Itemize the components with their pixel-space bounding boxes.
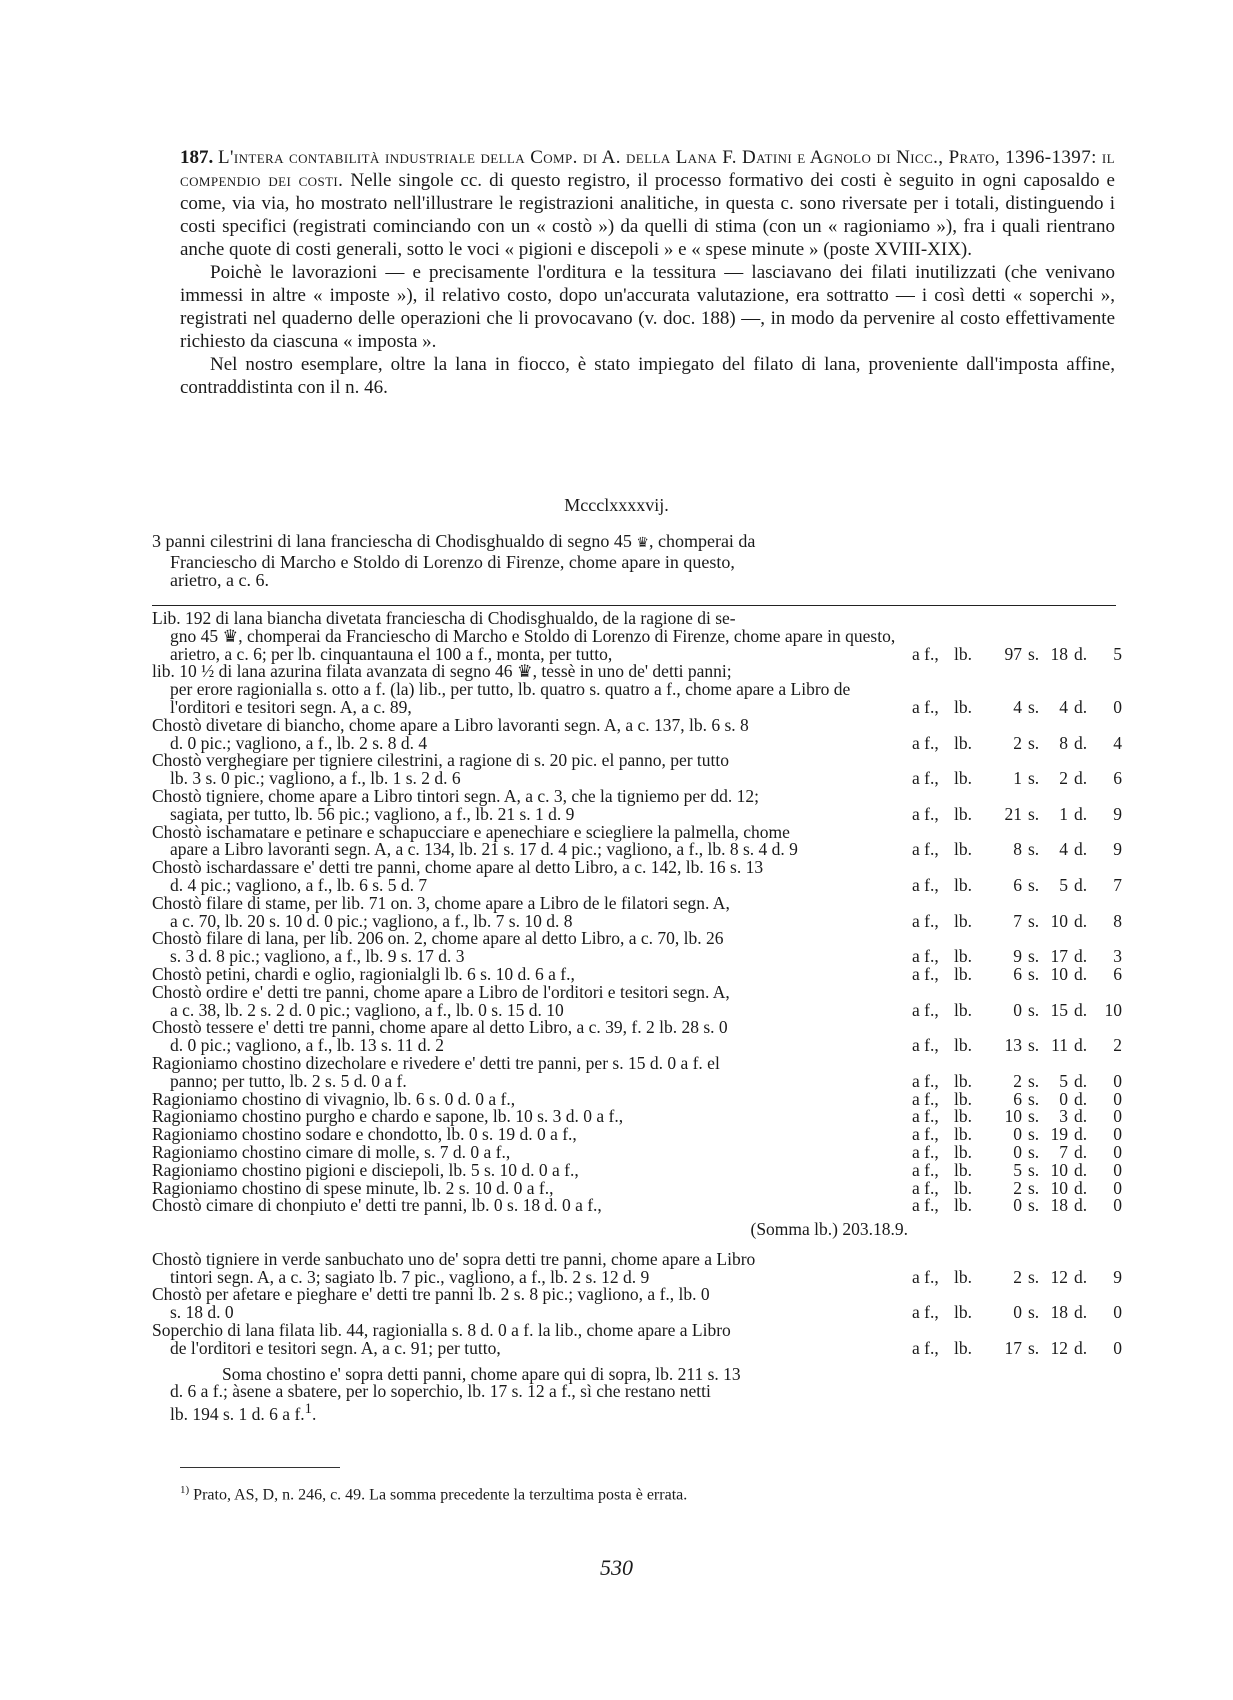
final-note [152,1363,907,1425]
amount-currency-label: a f., [912,1159,939,1180]
ledger-entry [152,785,1122,824]
final-note-line1: Soma chostino e' sopra detti panni, chome apare qui di sopra, lb. 211 s. 13 [222,1363,741,1384]
amount-currency-label: a f., [912,768,939,789]
amount-lb-value: 2 [1013,1266,1022,1287]
document-title: L'intera contabilità industriale della Comp. di A. della Lana F. Datini e Agnolo di Nicc., Prato, 1396-1397: il compendio dei costi. [180,147,1116,191]
entry-amount [904,874,1122,895]
amount-lb-value: 0 [1013,1124,1022,1145]
amount-s-label: s. [1028,1302,1040,1323]
entry-amount [904,1159,1122,1180]
entry-line1: Chostò divetare di biancho, chome apare a Libro lavoranti segn. A, a c. 137, lb. 6 s. 8 [152,714,749,735]
amount-d-label: d. [1074,1159,1088,1180]
amount-d-label: d. [1074,839,1088,860]
final-note-line3: lb. 194 s. 1 d. 6 a f.$^1$. [170,1401,317,1425]
amount-s-label: s. [1028,1266,1040,1287]
entry-line2: sagiata, per tutto, lb. 56 pic.; vagliono, a f., lb. 21 s. 1 d. 9 [170,803,575,824]
amount-d-label: d. [1074,1302,1088,1323]
entry-text [152,610,904,663]
amount-lb-value: 0 [1013,1141,1022,1162]
amount-s-value: 3 [1059,1106,1068,1127]
amount-d-label: d. [1074,1035,1088,1056]
amount-lb-value: 0 [1013,1302,1022,1323]
amount-d-label: d. [1074,1141,1088,1162]
ledger-entry [152,859,1122,895]
amount-lb-label: lb. [954,1106,972,1127]
amount-lb-value: 8 [1013,839,1022,860]
amount-d-label: d. [1074,768,1088,789]
amount-s-value: 17 [1050,946,1068,967]
amount-s-label: s. [1028,732,1040,753]
amount-s-label: s. [1028,1159,1040,1180]
entry-line1: Ragioniamo chostino cimare di molle, s. 7 d. 0 a f., [152,1141,511,1162]
pre-entry-line2: Franciescho di Marcho e Stoldo di Lorenzo di Firenze, chome apare in questo, [170,552,735,572]
amount-currency-label: a f., [912,946,939,967]
amount-currency-label: a f., [912,643,939,664]
entry-amount [904,1070,1122,1091]
amount-currency-label: a f., [912,1141,939,1162]
amount-d-label: d. [1074,1195,1088,1216]
amount-lb-value: 2 [1013,1070,1022,1091]
amount-s-label: s. [1028,768,1040,789]
amount-s-label: s. [1028,643,1040,664]
intro-paragraph-3: Nel nostro esemplare, oltre la lana in fiocco, è stato impiegato del filato di lana, proveniente dall'imposta affine, contraddistinta con il n. 46. [180,354,1115,398]
amount-lb-value: 4 [1013,696,1022,717]
amount-s-label: s. [1028,999,1040,1020]
amount-s-label: s. [1028,803,1040,824]
ledger-entry [152,663,1122,716]
amount-lb-label: lb. [954,1337,972,1358]
amount-s-label: s. [1028,1337,1040,1358]
amount-d-value: 0 [1113,1141,1122,1162]
entry-line1: Chostò petini, chardi e oglio, ragionialgli lb. 6 s. 10 d. 6 a f., [152,963,575,984]
entry-line1: Ragioniamo chostino dizecholare e rivedere e' detti tre panni, per s. 15 d. 0 a f. el [152,1052,720,1073]
amount-currency-label: a f., [912,910,939,931]
amount-currency-label: a f., [912,874,939,895]
seal-mark-icon: ♛ [636,536,649,551]
amount-d-value: 3 [1113,946,1122,967]
amount-currency-label: a f., [912,803,939,824]
pre-entry-line1b: , chomperai da [648,531,756,551]
amount-lb-label: lb. [954,643,972,664]
amount-d-label: d. [1074,874,1088,895]
entry-line1: Chostò ischardassare e' detti tre panni, chome apare al detto Libro, a c. 142, lb. 16 s. 13 [152,857,764,878]
amount-lb-label: lb. [954,1302,972,1323]
entry-text [152,1322,904,1358]
date-heading: Mccclxxxxvij. [564,495,669,515]
final-note-line3-text: lb. 194 s. 1 d. 6 a f. [170,1404,305,1425]
ledger-entry [152,1197,1122,1215]
amount-d-label: d. [1074,732,1088,753]
amount-currency-label: a f., [912,1035,939,1056]
amount-d-value: 6 [1113,963,1122,984]
amount-lb-value: 1 [1013,768,1022,789]
amount-currency-label: a f., [912,1106,939,1127]
entry-line1: Lib. 192 di lana biancha divetata franciescha di Chodisghualdo, de la ragione di se- [152,608,736,628]
amount-d-label: d. [1074,803,1088,824]
amount-s-label: s. [1028,946,1040,967]
entry-text [152,752,904,788]
amount-lb-label: lb. [954,999,972,1020]
entry-line1: Ragioniamo chostino purgho e chardo e sapone, lb. 10 s. 3 d. 0 a f., [152,1106,624,1127]
entry-line1: Chostò ischamatare e petinare e schapucciare e apenechiare e sciegliere la palmella, chome [152,821,790,842]
amount-d-value: 9 [1113,839,1122,860]
amount-currency-label: a f., [912,1070,939,1091]
amount-lb-value: 0 [1013,999,1022,1020]
amount-d-label: d. [1074,1088,1088,1109]
amount-d-value: 4 [1113,732,1122,753]
entry-line1: Chostò ordire e' detti tre panni, chome apare a Libro de l'orditori e tesitori segn. A, [152,981,730,1002]
entry-line1: Ragioniamo chostino di vivagnio, lb. 6 s. 0 d. 0 a f., [152,1088,516,1109]
amount-d-label: d. [1074,963,1088,984]
intro-paragraph-2: Poichè le lavorazioni — e precisamente l'orditura e la tessitura — lasciavano dei filati inutilizzati (che venivano immessi in altre « imposte »), il relativo costo, dopo un'accurata valutazione, era sottratto — i così detti « soperchi », registrati nel quaderno delle operazioni che li provocavano (v. doc. 188) —, in modo da pervenire al costo effettivamente richiesto da ciascuna « imposta ». [180,262,1115,352]
amount-s-value: 2 [1059,768,1068,789]
amount-lb-value: 5 [1013,1159,1022,1180]
footnote-ref: 1 [304,1401,312,1418]
pre-entry-line3: arietro, a c. 6. [170,570,269,590]
amount-lb-value: 21 [1004,803,1022,824]
entry-line1: Chostò filare di stame, per lib. 71 on. 3, chome apare a Libro de le filatori segn. A, [152,892,730,913]
entry-amount [904,1197,1122,1215]
ledger-entry [152,1286,1122,1322]
amount-s-value: 10 [1050,1159,1068,1180]
intro-section [180,146,1115,399]
amount-s-label: s. [1028,1195,1040,1216]
amount-s-value: 18 [1050,643,1068,664]
entry-line1: Chostò filare di lana, per lib. 206 on. 2, chome apare al detto Libro, a c. 70, lb. 26 [152,928,724,949]
amount-currency-label: a f., [912,999,939,1020]
entry-line2: d. 4 pic.; vagliono, a f., lb. 6 s. 5 d. 7 [170,874,428,895]
entry-amount [904,732,1122,753]
ledger-entry [152,1248,1122,1287]
footnote-marker: 1) [180,1484,190,1496]
entry-line2: gno 45 ♛, chomperai da Franciescho di Marcho e Stoldo di Lorenzo di Firenze, chome apare in questo, arietro, a c. 6; per lb. cinquantauna el 100 a f., monta, per tutto, [170,625,896,664]
entry-text [152,785,904,824]
amount-lb-label: lb. [954,768,972,789]
amount-lb-label: lb. [954,874,972,895]
entry-amount [904,643,1122,664]
amount-d-value: 0 [1113,1124,1122,1145]
intro-paragraph-1 [180,146,1115,261]
amount-d-label: d. [1074,1070,1088,1091]
entry-text [152,663,904,716]
amount-currency-label: a f., [912,1177,939,1198]
amount-s-label: s. [1028,1141,1040,1162]
entry-text [152,1197,904,1215]
entry-text [152,859,904,895]
amount-lb-value: 17 [1004,1337,1022,1358]
entry-amount [904,696,1122,717]
amount-lb-label: lb. [954,1177,972,1198]
ledger-entry [152,981,1122,1020]
amount-lb-label: lb. [954,1141,972,1162]
amount-d-label: d. [1074,1177,1088,1198]
entry-text [152,1019,904,1055]
amount-currency-label: a f., [912,1088,939,1109]
amount-lb-label: lb. [954,1070,972,1091]
amount-d-value: 0 [1113,1337,1122,1358]
amount-s-value: 0 [1059,1088,1068,1109]
ledger-entry [152,752,1122,788]
amount-s-label: s. [1028,874,1040,895]
entry-line2: per erore ragionialla s. otto a f. (la) lib., per tutto, lb. quatro s. quatro a f., chome apare a Libro de l'orditori e tesitori segn. A, a c. 89, [170,679,851,717]
entry-line2: panno; per tutto, lb. 2 s. 5 d. 0 a f. [170,1070,407,1091]
amount-currency-label: a f., [912,1195,939,1216]
amount-lb-label: lb. [954,732,972,753]
entry-text [152,821,904,860]
ledger-entry [152,1019,1122,1055]
page-number: 530 [600,1555,633,1580]
entry-amount [904,841,1122,859]
amount-d-value: 10 [1104,999,1122,1020]
ledger-entry [152,1322,1122,1358]
entry-line1: Ragioniamo chostino sodare e chondotto, lb. 0 s. 19 d. 0 a f., [152,1124,577,1145]
amount-s-label: s. [1028,1035,1040,1056]
amount-lb-value: 0 [1013,1195,1022,1216]
amount-s-label: s. [1028,1070,1040,1091]
amount-s-value: 15 [1050,999,1068,1020]
amount-d-label: d. [1074,1266,1088,1287]
amount-currency-label: a f., [912,1266,939,1287]
document-number: 187. [180,147,214,168]
sum-line: (Somma lb.) 203.18.9. [750,1219,908,1240]
amount-lb-value: 2 [1013,732,1022,753]
amount-d-value: 0 [1113,1159,1122,1180]
entry-line1: Chostò per afetare e pieghare e' detti tre panni lb. 2 s. 8 pic.; vagliono, a f., lb. 0 [152,1284,710,1305]
amount-currency-label: a f., [912,1124,939,1145]
entry-amount [904,999,1122,1020]
entry-line1: Soperchio di lana filata lib. 44, ragionialla s. 8 d. 0 a f. la lib., chome apare a Libro [152,1320,731,1341]
amount-d-value: 0 [1113,1070,1122,1091]
amount-d-label: d. [1074,1106,1088,1127]
entry-amount [904,1266,1122,1287]
amount-lb-label: lb. [954,803,972,824]
amount-lb-value: 9 [1013,946,1022,967]
entry-line1: Chostò cimare di chonpiuto e' detti tre panni, lb. 0 s. 18 d. 0 a f., [152,1195,602,1216]
ledger-entry [152,610,1122,663]
entry-line1: Ragioniamo chostino pigioni e disciepoli, lb. 5 s. 10 d. 0 a f., [152,1159,579,1180]
ledger-entries-after [152,1248,1122,1358]
amount-s-value: 1 [1059,803,1068,824]
amount-lb-value: 7 [1013,910,1022,931]
entry-line2: apare a Libro lavoranti segn. A, a c. 134, lb. 21 s. 17 d. 4 pic.; vagliono, a f., lb. 8 s. 4 d. 9 [170,839,798,860]
amount-lb-value: 6 [1013,1088,1022,1109]
entry-text [152,892,904,931]
amount-d-value: 5 [1113,643,1122,664]
amount-lb-label: lb. [954,1266,972,1287]
amount-lb-label: lb. [954,946,972,967]
amount-currency-label: a f., [912,1302,939,1323]
entry-amount [904,963,1122,984]
entry-text [152,930,904,966]
amount-s-value: 18 [1050,1195,1068,1216]
entry-line1: Chostò tigniere in verde sanbuchato uno de' sopra detti tre panni, chome apare a Libro [152,1248,756,1269]
amount-currency-label: a f., [912,1337,939,1358]
entry-line2: a c. 70, lb. 20 s. 10 d. 0 pic.; vagliono, a f., lb. 7 s. 10 d. 8 [170,910,573,931]
entry-amount [904,1037,1122,1055]
entry-line1: Ragioniamo chostino di spese minute, lb. 2 s. 10 d. 0 a f., [152,1177,554,1198]
ledger-entry [152,892,1122,931]
amount-s-value: 7 [1059,1141,1068,1162]
entry-text [152,1286,904,1322]
amount-d-label: d. [1074,696,1088,717]
entry-line1: Chostò verghegiare per tigniere cilestrini, a ragione di s. 20 pic. el panno, per tutto [152,750,730,771]
final-note-line2: d. 6 a f.; àsene a sbatere, per lo soperchio, lb. 17 s. 12 a f., sì che restano netti [170,1381,711,1402]
entry-text [152,1248,904,1287]
entry-line1: Chostò tessere e' detti tre panni, chome apare al detto Libro, a c. 39, f. 2 lb. 28 s. 0 [152,1017,728,1038]
amount-lb-label: lb. [954,1195,972,1216]
amount-currency-label: a f., [912,963,939,984]
entry-line2: d. 0 pic.; vagliono, a f., lb. 2 s. 8 d. 4 [170,732,428,753]
entry-amount [904,770,1122,788]
amount-s-value: 12 [1050,1266,1068,1287]
footnote-divider [180,1467,340,1468]
amount-s-value: 12 [1050,1337,1068,1358]
amount-d-value: 0 [1113,696,1122,717]
entry-line2: a c. 38, lb. 2 s. 2 d. 0 pic.; vagliono, a f., lb. 0 s. 15 d. 10 [170,999,564,1020]
entry-line1: lib. 10 ½ di lana azurina filata avanzata di segno 46 ♛, tessè in uno de' detti panni; [152,661,732,682]
amount-s-label: s. [1028,1177,1040,1198]
amount-d-label: d. [1074,1124,1088,1145]
amount-s-value: 4 [1059,839,1068,860]
entry-line2: de l'orditori e tesitori segn. A, a c. 91; per tutto, [170,1337,501,1358]
footnote-text: Prato, AS, D, n. 246, c. 49. La somma precedente la terzultima posta è errata. [193,1486,688,1504]
amount-d-label: d. [1074,643,1088,664]
amount-s-label: s. [1028,696,1040,717]
amount-s-value: 11 [1051,1035,1068,1056]
amount-lb-label: lb. [954,839,972,860]
pre-entry-line1: 3 panni cilestrini di lana franciescha di Chodisghualdo di segno 45 [152,531,632,551]
amount-lb-value: 13 [1004,1035,1022,1056]
amount-lb-value: 6 [1013,874,1022,895]
entry-text [152,981,904,1020]
entry-amount [904,1304,1122,1322]
entry-amount [904,910,1122,931]
amount-d-value: 9 [1113,803,1122,824]
amount-d-value: 7 [1113,874,1122,895]
amount-s-label: s. [1028,910,1040,931]
ledger-entries [152,610,1122,1215]
amount-lb-label: lb. [954,910,972,931]
entry-text [152,714,904,753]
amount-lb-label: lb. [954,1159,972,1180]
amount-d-value: 2 [1113,1035,1122,1056]
amount-s-value: 10 [1050,1177,1068,1198]
entry-line2: s. 18 d. 0 [170,1302,234,1323]
amount-currency-label: a f., [912,839,939,860]
amount-lb-label: lb. [954,1088,972,1109]
entry-text [152,1052,904,1091]
footnote [180,1484,687,1504]
amount-d-value: 6 [1113,768,1122,789]
amount-s-value: 18 [1050,1302,1068,1323]
amount-s-value: 8 [1059,732,1068,753]
amount-s-value: 10 [1050,963,1068,984]
amount-lb-label: lb. [954,696,972,717]
ledger [152,610,1122,1424]
amount-currency-label: a f., [912,696,939,717]
amount-lb-label: lb. [954,1124,972,1145]
amount-s-value: 5 [1059,874,1068,895]
ledger-entry [152,930,1122,966]
amount-d-label: d. [1074,946,1088,967]
amount-s-label: s. [1028,839,1040,860]
amount-d-value: 8 [1113,910,1122,931]
amount-s-value: 10 [1050,910,1068,931]
amount-d-value: 0 [1113,1302,1122,1323]
entry-line2: tintori segn. A, a c. 3; sagiato lb. 7 pic., vagliono, a f., lb. 2 s. 12 d. 9 [170,1266,650,1287]
amount-lb-label: lb. [954,1035,972,1056]
amount-d-label: d. [1074,910,1088,931]
amount-s-label: s. [1028,1088,1040,1109]
amount-d-value: 9 [1113,1266,1122,1287]
amount-d-value: 0 [1113,1106,1122,1127]
amount-lb-value: 10 [1004,1106,1022,1127]
ledger-entry [152,714,1122,753]
amount-s-value: 4 [1059,696,1068,717]
entry-amount [904,803,1122,824]
amount-s-value: 5 [1059,1070,1068,1091]
amount-lb-value: 2 [1013,1177,1022,1198]
amount-lb-value: 97 [1004,643,1022,664]
amount-s-label: s. [1028,963,1040,984]
entry-line1: Chostò tigniere, chome apare a Libro tintori segn. A, a c. 3, che la tigniemo per dd. 12; [152,785,759,806]
entry-line2: s. 3 d. 8 pic.; vagliono, a f., lb. 9 s. 17 d. 3 [170,946,465,967]
amount-lb-label: lb. [954,963,972,984]
pre-entry [152,532,912,589]
amount-lb-value: 6 [1013,963,1022,984]
amount-d-value: 0 [1113,1088,1122,1109]
entry-line2: d. 0 pic.; vagliono, a f., lb. 13 s. 11 d. 2 [170,1035,444,1056]
amount-s-label: s. [1028,1124,1040,1145]
amount-s-label: s. [1028,1106,1040,1127]
amount-d-value: 0 [1113,1195,1122,1216]
amount-d-value: 0 [1113,1177,1122,1198]
amount-d-label: d. [1074,1337,1088,1358]
amount-d-label: d. [1074,999,1088,1020]
ledger-entry [152,1052,1122,1091]
entry-amount [904,1337,1122,1358]
amount-currency-label: a f., [912,732,939,753]
amount-s-value: 19 [1050,1124,1068,1145]
entry-line2: lb. 3 s. 0 pic.; vagliono, a f., lb. 1 s. 2 d. 6 [170,768,461,789]
intro-text-1: Nelle singole cc. di questo registro, il processo formativo dei costi è seguito in ogni caposaldo e come, via via, ho mostrato nell'illustrare le registrazioni analitiche, in questa c. sono riversate per i totali, distinguendo i costi specifici (registrati cominciando con un « costò ») da quelli di stima (con un « ragioniamo »), fra i quali rientrano anche quote di costi generali, sotto le voci « pigioni e discepoli » e « spese minute » (poste XVIII-XIX). [180,170,1115,260]
section-divider [152,605,1116,606]
ledger-entry [152,821,1122,860]
